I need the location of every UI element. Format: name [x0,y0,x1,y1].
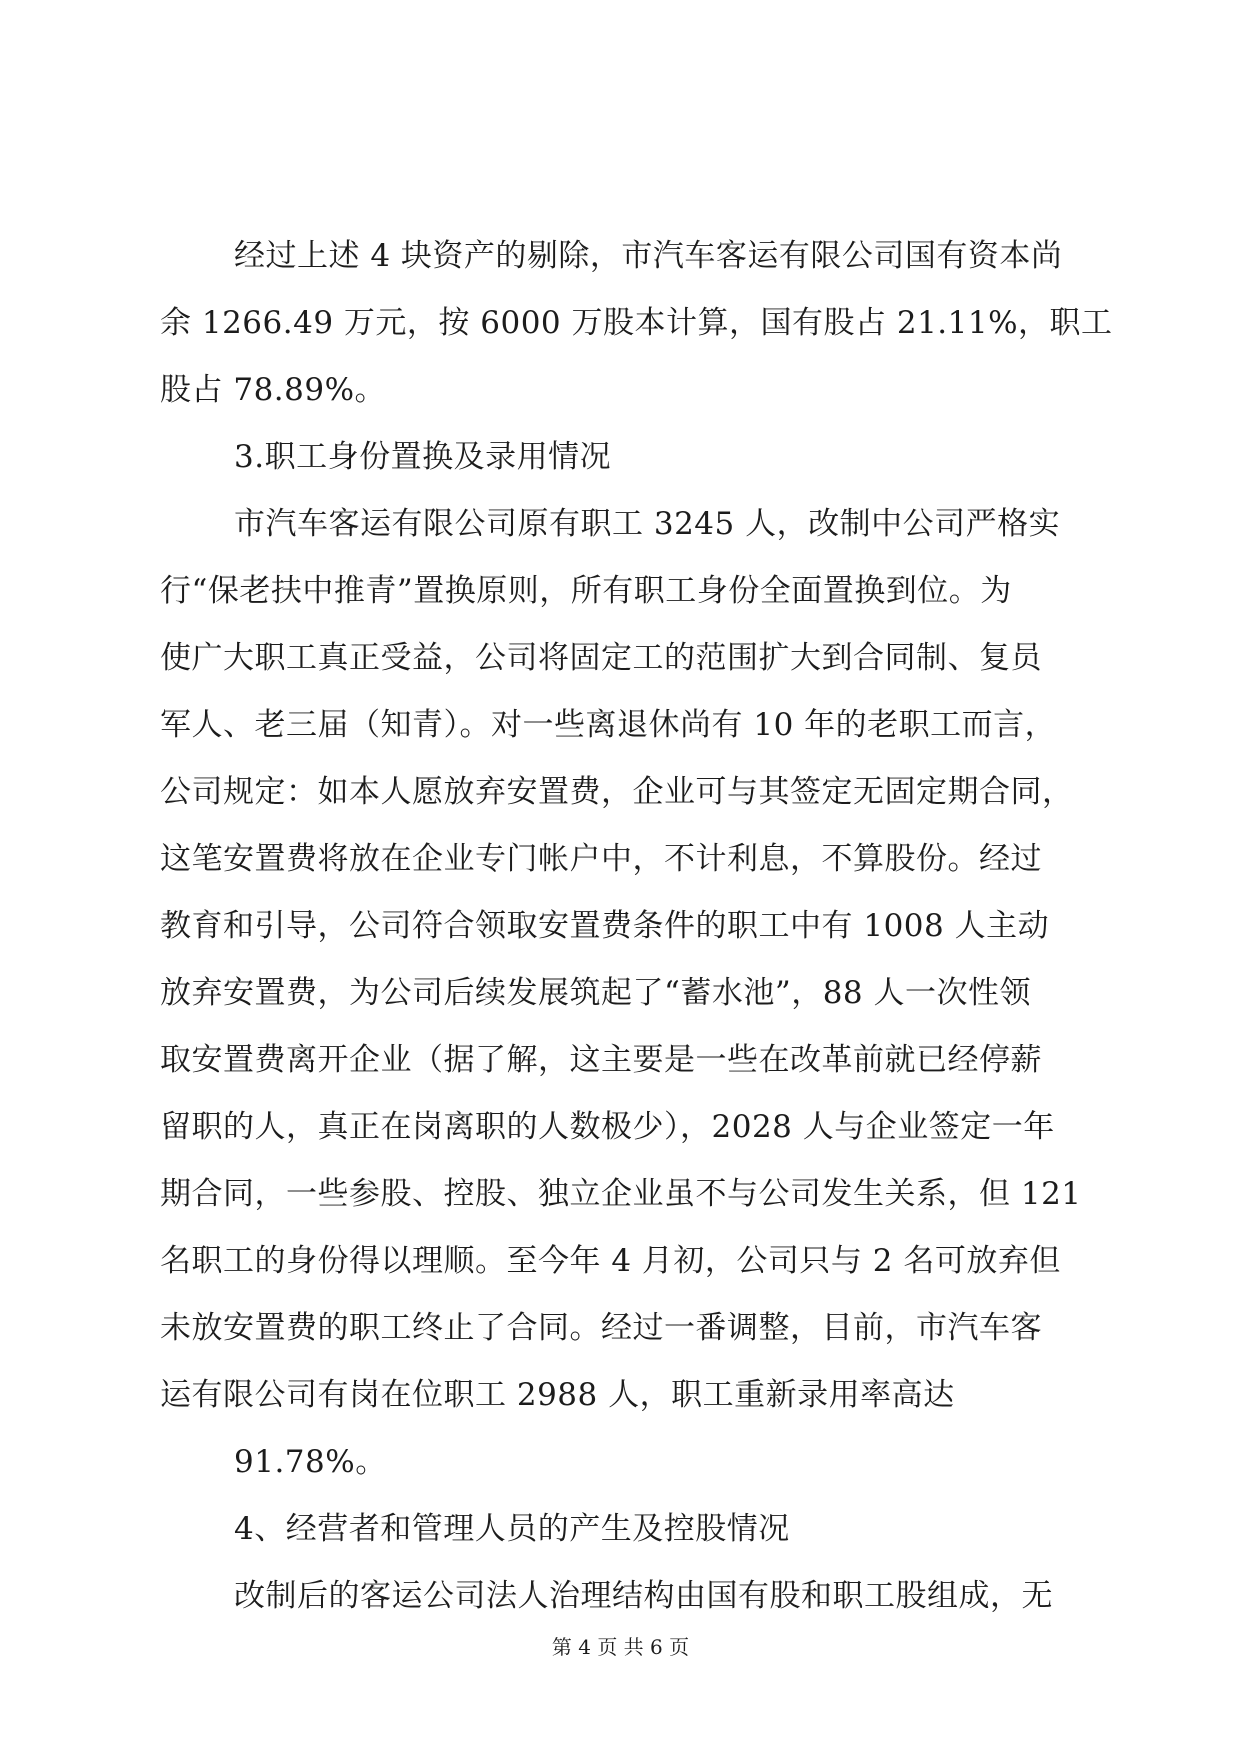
paragraph-line: 教育和引导，公司符合领取安置费条件的职工中有 1008 人主动 [160,908,1050,944]
paragraph-line: 改制后的客运公司法人治理结构由国有股和职工股组成，无 [234,1578,1053,1614]
paragraph-line: 市汽车客运有限公司原有职工 3245 人，改制中公司严格实 [234,506,1061,542]
paragraph-line: 公司规定：如本人愿放弃安置费，企业可与其签定无固定期合同， [160,774,1074,810]
paragraph-line: 名职工的身份得以理顺。至今年 4 月初，公司只与 2 名可放弃但 [160,1243,1061,1279]
paragraph-line: 股占 78.89%。 [160,372,387,408]
paragraph-line: 经过上述 4 块资产的剔除，市汽车客运有限公司国有资本尚 [234,238,1063,274]
paragraph-line: 91.78%。 [234,1444,387,1480]
paragraph-line: 运有限公司有岗在位职工 2988 人，职工重新录用率高达 [160,1377,955,1413]
paragraph-line: 军人、老三届（知青）。对一些离退休尚有 10 年的老职工而言， [160,707,1057,743]
section-heading: 4、经营者和管理人员的产生及控股情况 [234,1511,790,1547]
paragraph-line: 取安置费离开企业（据了解，这主要是一些在改革前就已经停薪 [160,1042,1042,1078]
section-heading: 3.职工身份置换及录用情况 [234,439,612,475]
paragraph-line: 留职的人，真正在岗离职的人数极少），2028 人与企业签定一年 [160,1109,1055,1145]
paragraph-line: 放弃安置费，为公司后续发展筑起了“蓄水池”，88 人一次性领 [160,975,1031,1011]
paragraph-line: 使广大职工真正受益，公司将固定工的范围扩大到合同制、复员 [160,640,1042,676]
paragraph-line: 期合同，一些参股、控股、独立企业虽不与公司发生关系，但 121 [160,1176,1082,1212]
paragraph-line: 未放安置费的职工终止了合同。经过一番调整，目前，市汽车客 [160,1310,1042,1346]
paragraph-line: 行“保老扶中推青”置换原则，所有职工身份全面置换到位。为 [160,573,1012,609]
paragraph-line: 余 1266.49 万元，按 6000 万股本计算，国有股占 21.11%，职工 [160,305,1113,341]
paragraph-line: 这笔安置费将放在企业专门帐户中，不计利息，不算股份。经过 [160,841,1042,877]
page-footer: 第 4 页 共 6 页 [551,1635,690,1659]
